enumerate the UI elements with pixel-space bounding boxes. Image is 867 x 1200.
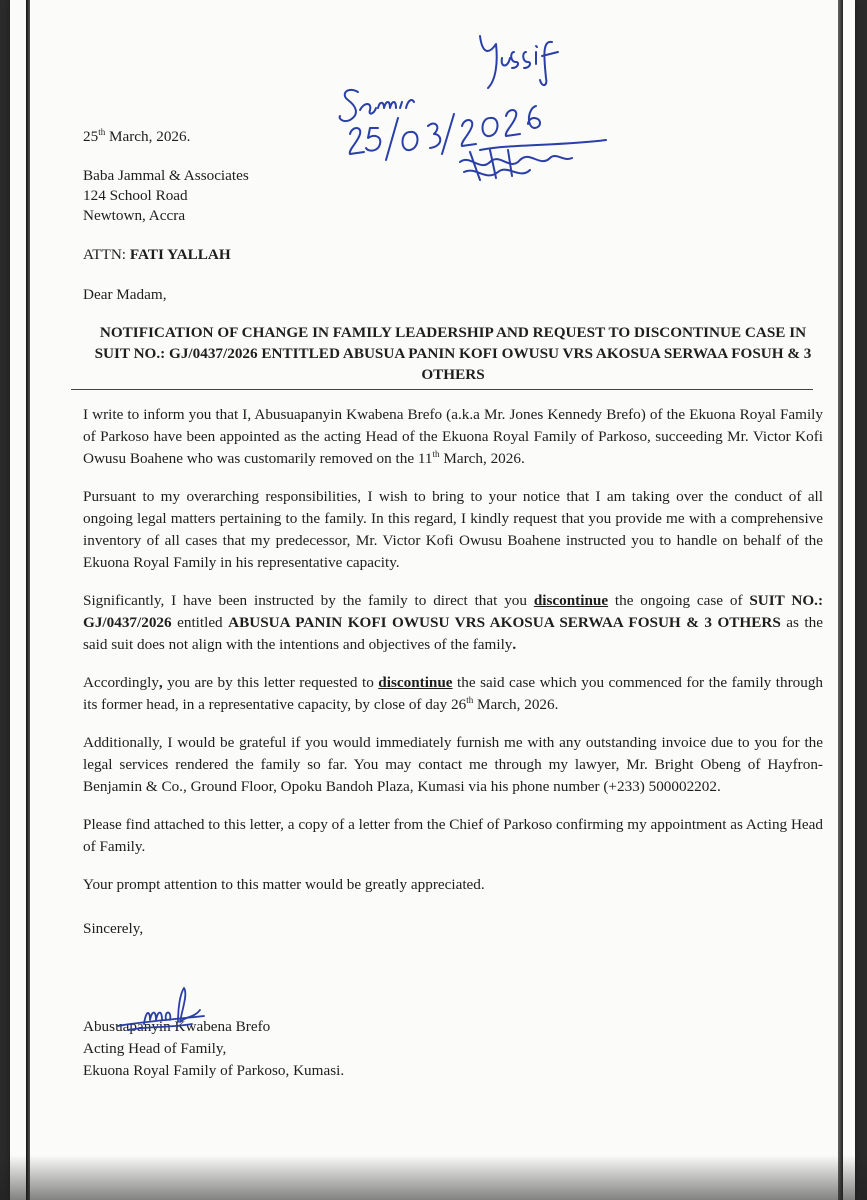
paragraph-1: I write to inform you that I, Abusuapanyin Kwabena Brefo (a.k.a Mr. Jones Kennedy Brefo) of the Ekuona Royal Family of Parkoso have been appointed as the acting Head of the Ekuona Royal Family of Parkoso, succeeding Mr. Victor Kofi Owusu Boahene who was customarily removed on the 11th March, 2026. [83, 406, 823, 467]
page-left-edge-shadow [26, 0, 30, 1200]
handwriting-name-samira [340, 90, 358, 121]
subject-divider [71, 389, 813, 390]
signatory-org: Ekuona Royal Family of Parkoso, Kumasi. [83, 1062, 345, 1079]
paragraph-2: Pursuant to my overarching responsibilities, I wish to bring to your notice that I am taking over the conduct of all ongoing legal matters pertaining to the family. In this regard, I kindly request that you provide me with a comprehensive inventory of all cases that my predecessor, Mr. Victor Kofi Owusu Boahene instructed you to handle on behalf of the Ekuona Royal Family in his representative capacity. [83, 488, 823, 571]
paragraph-5: Additionally, I would be grateful if you would immediately furnish me with any outstanding invoice due to you for the legal services rendered the family so far. You may contact me through my lawyer, Mr. Bright Obeng of Hayfron-Benjamin & Co., Ground Floor, Opoku Bandoh Plaza, Kumasi via his phone number (+233) 500002202. [83, 734, 823, 795]
paragraph-3: Significantly, I have been instructed by the family to direct that you discontinue the ongoing case of SUIT NO.: GJ/0437/2026 entitled ABUSUA PANIN KOFI OWUSU VRS AKOSUA SERWAA FOSUH & 3 OTHERS as the said suit does not align with the intentions and objectives of the family. [83, 592, 824, 653]
signatory-title: Acting Head of Family, [83, 1040, 227, 1057]
closing: Sincerely, [83, 920, 144, 937]
handwriting-signature-yussif [480, 36, 497, 88]
letter-body [83, 126, 823, 1082]
address-line-3: Newtown, Accra [83, 207, 186, 224]
handwritten-signature [108, 980, 218, 1040]
signatory-name: Abusuapanyin Kwabena Brefo [83, 1018, 271, 1035]
recipient-address [83, 166, 823, 226]
letter-date: 25th March, 2026. [83, 126, 191, 145]
attention-name: FATI YALLAH [129, 246, 231, 263]
salutation: Dear Madam, [83, 286, 167, 303]
subject-heading: NOTIFICATION OF CHANGE IN FAMILY LEADERSHIP AND REQUEST TO DISCONTINUE CASE IN SUIT NO.: GJ/0437/2026 ENTITLED ABUSUA PANIN KOFI OWUSU VRS AKOSUA SERWAA FOSUH & 3 OTHERS [94, 324, 812, 383]
photo-bottom-shadow [0, 1155, 867, 1200]
address-line-1: Baba Jammal & Associates [83, 167, 249, 184]
paragraph-6: Please find attached to this letter, a copy of a letter from the Chief of Parkoso confirming my appointment as Acting Head of Family. [83, 816, 823, 855]
attention-line: ATTN: FATI YALLAH [83, 246, 231, 263]
paragraph-7: Your prompt attention to this matter would be greatly appreciated. [83, 876, 485, 893]
page-right-edge-shadow [838, 0, 843, 1200]
paragraph-4: Accordingly, you are by this letter requested to discontinue the said case which you commenced for the family through its former head, in a representative capacity, by close of day 26th March, 2026. [83, 674, 824, 713]
address-line-2: 124 School Road [83, 187, 188, 204]
